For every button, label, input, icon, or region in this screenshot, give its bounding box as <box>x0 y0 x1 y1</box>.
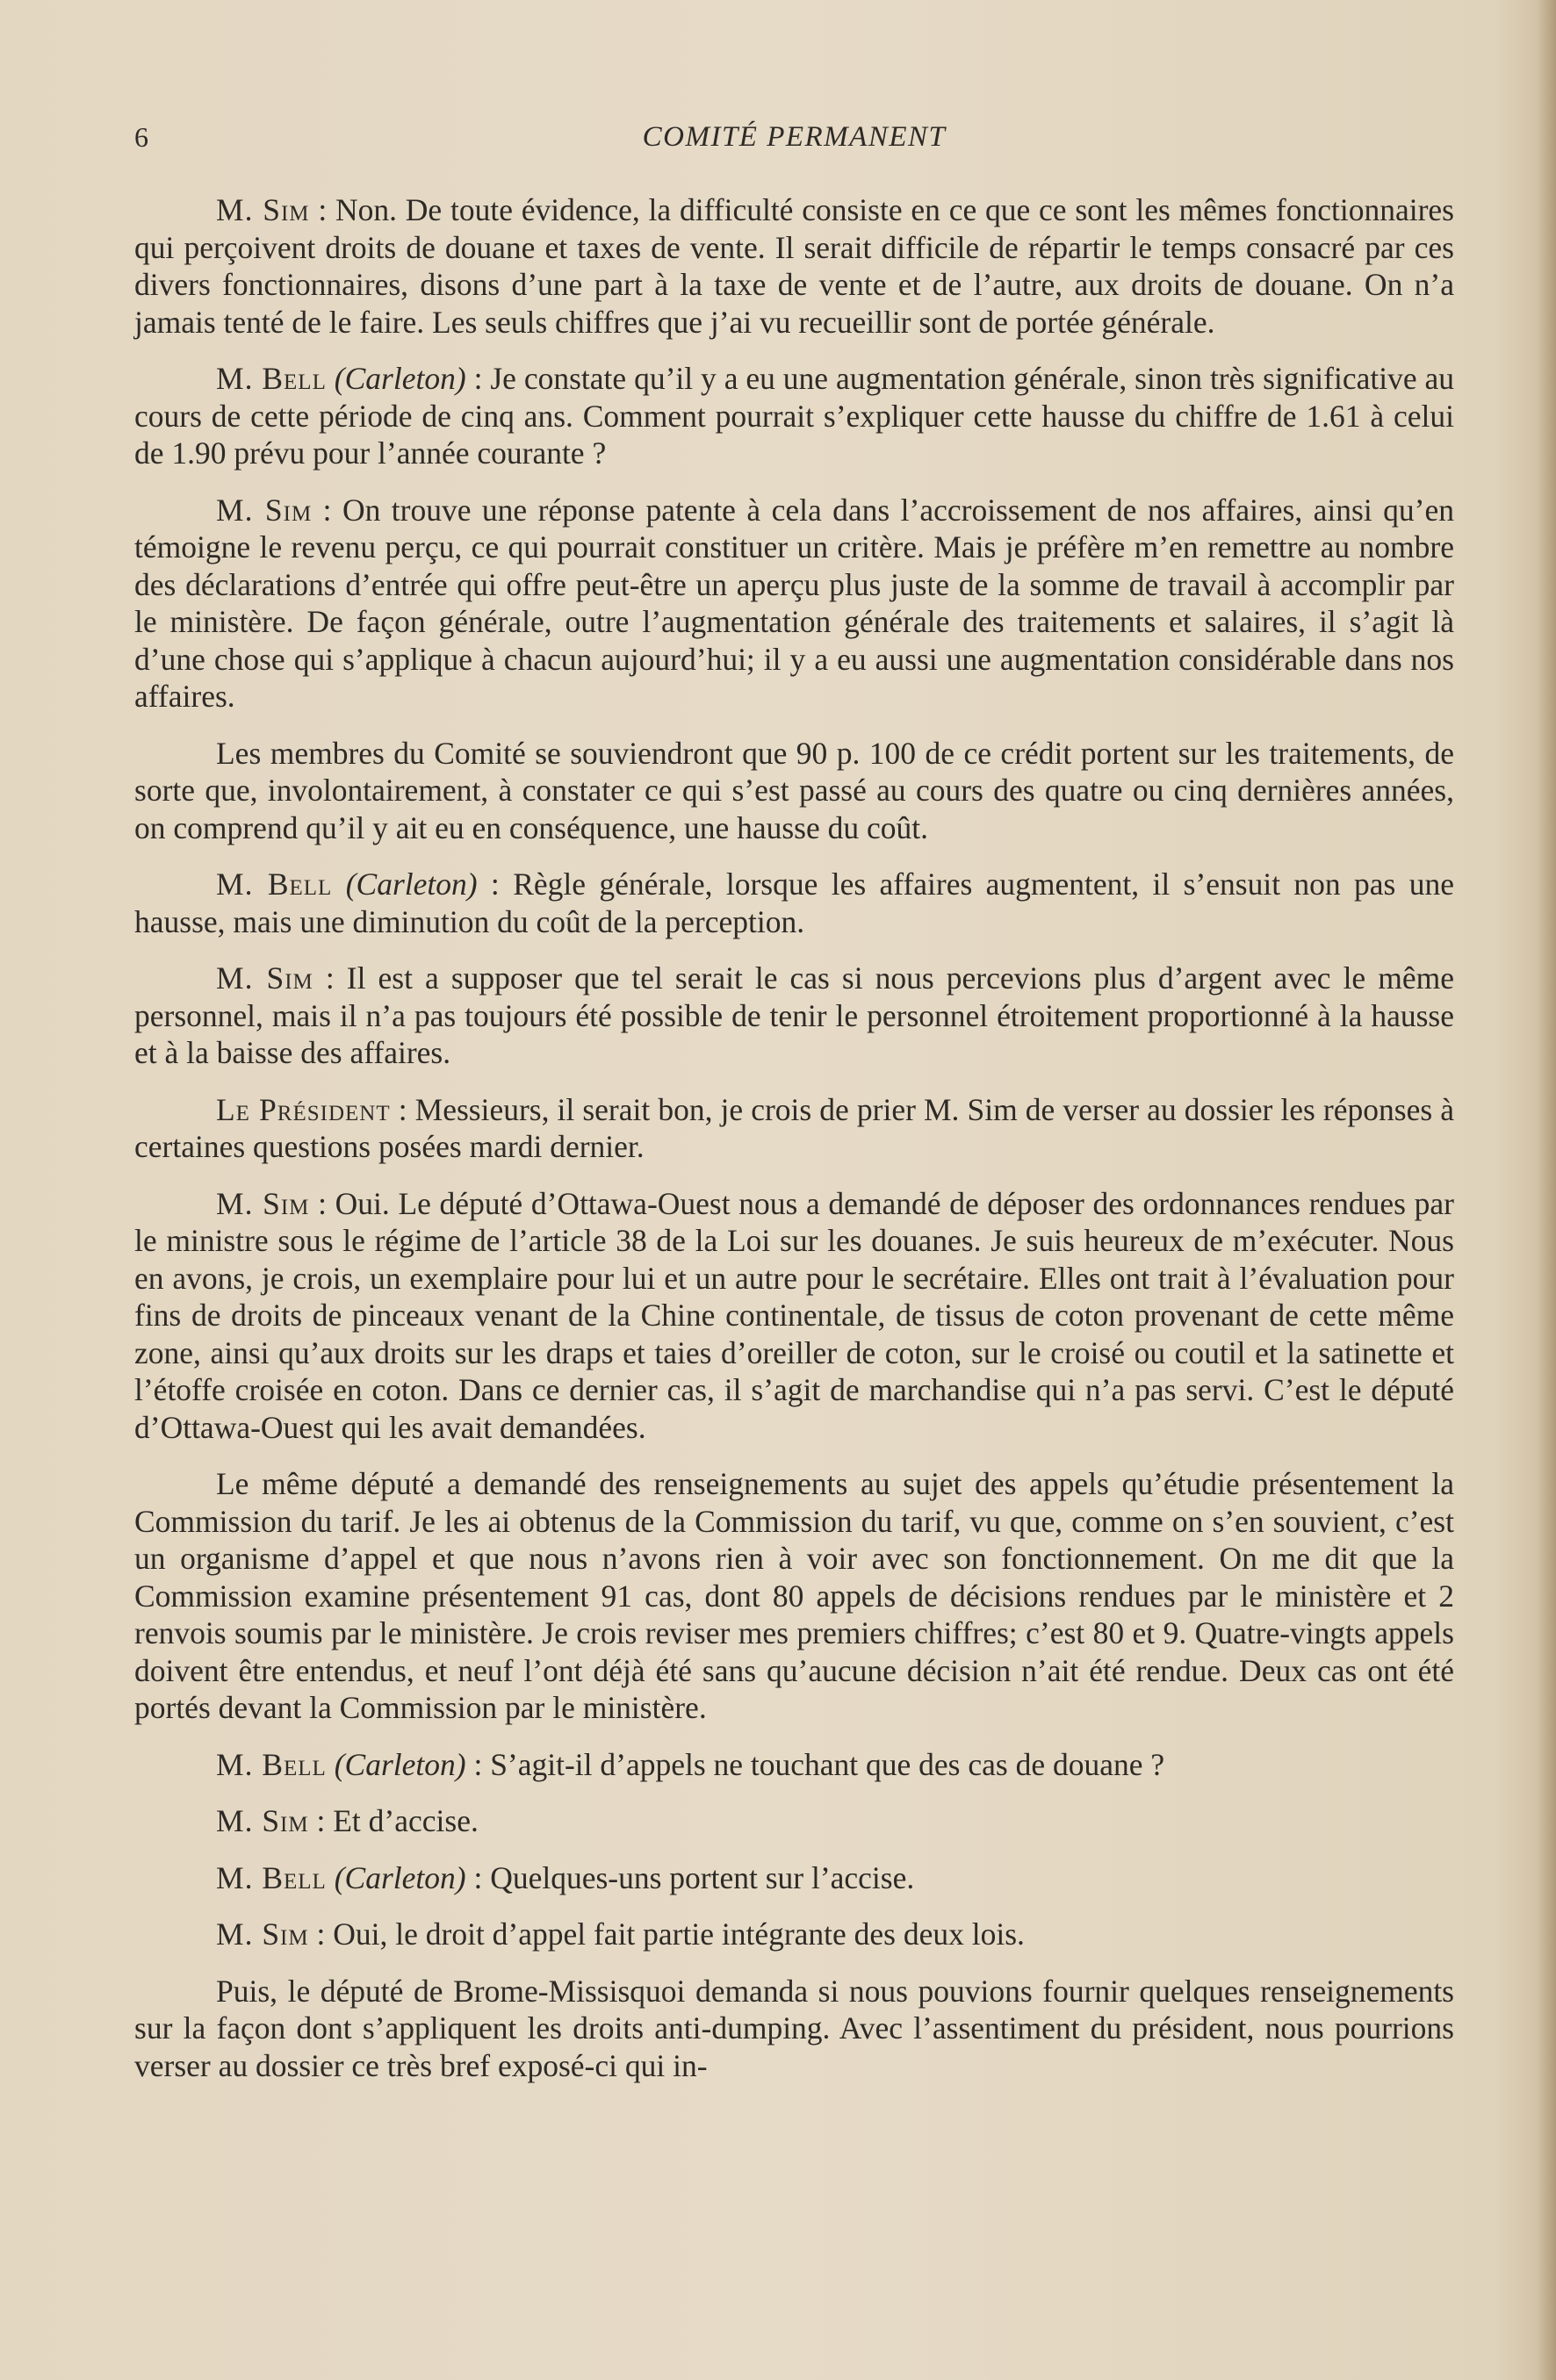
paragraph-text: Il est a supposer que tel serait le cas si nous percevions plus d’argent avec le même personnel, mais il n’a pas toujours été possible de tenir le personnel étroitement proportionné à la hausse et à la baisse des affaires. <box>134 960 1454 1070</box>
paragraph: M. Sim : Oui, le droit d’appel fait partie intégrante des deux lois. <box>216 1916 1025 1952</box>
paragraph: M. Sim : On trouve une réponse patente à cela dans l’accroissement de nos affaires, ainsi qu’en témoigne le revenu perçu, ce qui pourrait constituer un critère. Mais je préfère m’en remettre au nombre des déclarations d’entrée qui offre peut-être un aperçu plus juste de la somme de travail à accomplir par le ministère. De façon générale, outre l’augmentation générale des traitements et salaires, il s’agit là d’une chose qui s’applique à chacun aujourd’hui; il y a eu aussi une augmentation considérable dans nos affaires. <box>134 492 1454 714</box>
speaker-name: M. Sim <box>216 492 313 528</box>
speaker-riding: (Carleton) <box>345 866 478 902</box>
paragraph <box>134 735 1454 847</box>
paragraph: M. Bell (Carleton) : Quelques-uns portent sur l’accise. <box>216 1859 915 1895</box>
page-number: 6 <box>134 121 148 153</box>
paragraph <box>134 1465 1454 1727</box>
speaker-riding: (Carleton) <box>334 1746 466 1782</box>
paragraph-text: Le même député a demandé des renseignements au sujet des appels qu’étudie présentement la Commission du tarif. Je les ai obtenus de la Commission du tarif, vu que, comme on s’en souvient, c’est un organisme d’appel et que nous n’avons rien à voir avec son fonctionnement. On me dit que la Commission examine présentement 91 cas, dont 80 appels de décisions rendues par le ministère et 2 renvois soumis par le ministère. Je crois reviser mes premiers chiffres; c’est 80 et 9. Quatre-vingts appels doivent être entendus, et neuf l’ont déjà été sans qu’aucune décision n’ait été rendue. Deux cas ont été portés devant la Commission par le ministère. <box>134 1466 1454 1725</box>
paragraph: M. Bell (Carleton) : Règle générale, lorsque les affaires augmentent, il s’ensuit non pas une hausse, mais une diminution du coût de la perception. <box>134 866 1455 939</box>
paragraph-text: Et d’accise. <box>333 1803 479 1838</box>
paragraph: M. Bell (Carleton) : S’agit-il d’appels ne touchant que des cas de douane ? <box>216 1746 1165 1782</box>
paragraph: M. Sim : Non. De toute évidence, la difficulté consiste en ce que ce sont les mêmes fonctionnaires qui perçoivent droits de douane et taxes de vente. Il serait difficile de répartir le temps consacré par ces divers fonctionnaires, disons d’une part à la taxe de vente et de l’autre, aux droits de douane. On n’a jamais tenté de le faire. Les seuls chiffres que j’ai vu recueillir sont de portée générale. <box>134 192 1454 340</box>
transcript-body <box>134 191 1454 2103</box>
paragraph-text: Règle générale, lorsque les affaires augmentent, il s’ensuit non pas une hausse, mais une diminution du coût de la perception. <box>134 866 1455 939</box>
paragraph-text: Oui, le droit d’appel fait partie intégrante des deux lois. <box>333 1916 1025 1952</box>
page-header <box>134 121 1454 163</box>
paragraph-text: On trouve une réponse patente à cela dans l’accroissement de nos affaires, ainsi qu’en témoigne le revenu perçu, ce qui pourrait constituer un critère. Mais je préfère m’en remettre au nombre des déclarations d’entrée qui offre peut-être un aperçu plus juste de la somme de travail à accomplir par le ministère. De façon générale, outre l’augmentation générale des traitements et salaires, il s’agit là d’une chose qui s’applique à chacun aujourd’hui; il y a eu aussi une augmentation considérable dans nos affaires. <box>134 492 1454 714</box>
speaker-name: M. Bell <box>216 1746 327 1782</box>
speaker-name: M. Sim <box>216 192 310 227</box>
paragraph: M. Sim : Et d’accise. <box>216 1803 479 1838</box>
speaker-name: Le Président <box>216 1091 391 1127</box>
paragraph-text: Les membres du Comité se souviendront que 90 p. 100 de ce crédit portent sur les traitements, de sorte que, involontairement, à constater ce qui s’est passé au cours des quatre ou cinq dernières années, on comprend qu’il y ait eu en conséquence, une hausse du coût. <box>134 735 1454 845</box>
paragraph-text: S’agit-il d’appels ne touchant que des cas de douane ? <box>490 1746 1165 1782</box>
paragraph-text: Non. De toute évidence, la difficulté consiste en ce que ce sont les mêmes fonctionnaires qui perçoivent droits de douane et taxes de vente. Il serait difficile de répartir le temps consacré par ces divers fonctionnaires, disons d’une part à la taxe de vente et de l’autre, aux droits de douane. On n’a jamais tenté de le faire. Les seuls chiffres que j’ai vu recueillir sont de portée générale. <box>134 192 1454 340</box>
speaker-riding: (Carleton) <box>334 361 466 396</box>
paragraph-text: Je constate qu’il y a eu une augmentation générale, sinon très significative au cours de cette période de cinq ans. Comment pourrait s’expliquer cette hausse du chiffre de 1.61 à celui de 1.90 prévu pour l’année courante ? <box>134 361 1455 471</box>
paragraph-text: Puis, le député de Brome-Missisquoi demanda si nous pouvions fournir quelques renseignements sur la façon dont s’appliquent les droits anti-dumping. Avec l’assentiment du président, nous pourrions verser au dossier ce très bref exposé-ci qui in- <box>134 1973 1454 2083</box>
speaker-name: M. Sim <box>216 1916 309 1952</box>
paragraph: Le Président : Messieurs, il serait bon, je crois de prier M. Sim de verser au dossier les réponses à certaines questions posées mardi dernier. <box>134 1091 1454 1164</box>
paragraph-text: Oui. Le député d’Ottawa-Ouest nous a demandé de déposer des ordonnances rendues par le ministre sous le régime de l’article 38 de la Loi sur les douanes. Je suis heureux de m’exécuter. Nous en avons, je crois, un exemplaire pour lui et un autre pour le secrétaire. Elles ont trait à l’évaluation pour fins de droits de pinceaux venant de la Chine continentale, de tissus de coton provenant de cette même zone, ainsi qu’aux droits sur les draps et taies d’oreiller de coton, sur le croisé ou coutil et la satinette et l’étoffe croisée en coton. Dans ce dernier cas, il s’agit de marchandise qui n’a pas servi. C’est le député d’Ottawa-Ouest qui les avait demandées. <box>134 1185 1454 1445</box>
speaker-name: M. Bell <box>216 866 333 902</box>
paragraph: M. Sim : Il est a supposer que tel serait le cas si nous percevions plus d’argent avec le même personnel, mais il n’a pas toujours été possible de tenir le personnel étroitement proportionné à la hausse et à la baisse des affaires. <box>134 960 1454 1070</box>
speaker-name: M. Bell <box>216 361 327 396</box>
paragraph: M. Sim : Oui. Le député d’Ottawa-Ouest nous a demandé de déposer des ordonnances rendues par le ministre sous le régime de l’article 38 de la Loi sur les douanes. Je suis heureux de m’exécuter. Nous en avons, je crois, un exemplaire pour lui et un autre pour le secrétaire. Elles ont trait à l’évaluation pour fins de droits de pinceaux venant de la Chine continentale, de tissus de coton provenant de cette même zone, ainsi qu’aux droits sur les draps et taies d’oreiller de coton, sur le croisé ou coutil et la satinette et l’étoffe croisée en coton. Dans ce dernier cas, il s’agit de marchandise qui n’a pas servi. C’est le député d’Ottawa-Ouest qui les avait demandées. <box>134 1185 1454 1445</box>
speaker-name: M. Sim <box>216 1185 310 1221</box>
paragraph-text: Messieurs, il serait bon, je crois de prier M. Sim de verser au dossier les réponses à certaines questions posées mardi dernier. <box>134 1091 1454 1164</box>
speaker-name: M. Bell <box>216 1859 327 1895</box>
page-edge-shadow <box>1537 0 1556 2380</box>
paragraph: M. Bell (Carleton) : Je constate qu’il y a eu une augmentation générale, sinon très significative au cours de cette période de cinq ans. Comment pourrait s’expliquer cette hausse du chiffre de 1.61 à celui de 1.90 prévu pour l’année courante ? <box>134 361 1455 471</box>
paragraph <box>134 1973 1454 2085</box>
speaker-name: M. Sim <box>216 1803 309 1838</box>
speaker-riding: (Carleton) <box>334 1859 466 1895</box>
paragraph-text: Quelques-uns portent sur l’accise. <box>490 1859 915 1895</box>
running-title: COMITÉ PERMANENT <box>642 121 947 153</box>
speaker-name: M. Sim <box>216 960 313 996</box>
